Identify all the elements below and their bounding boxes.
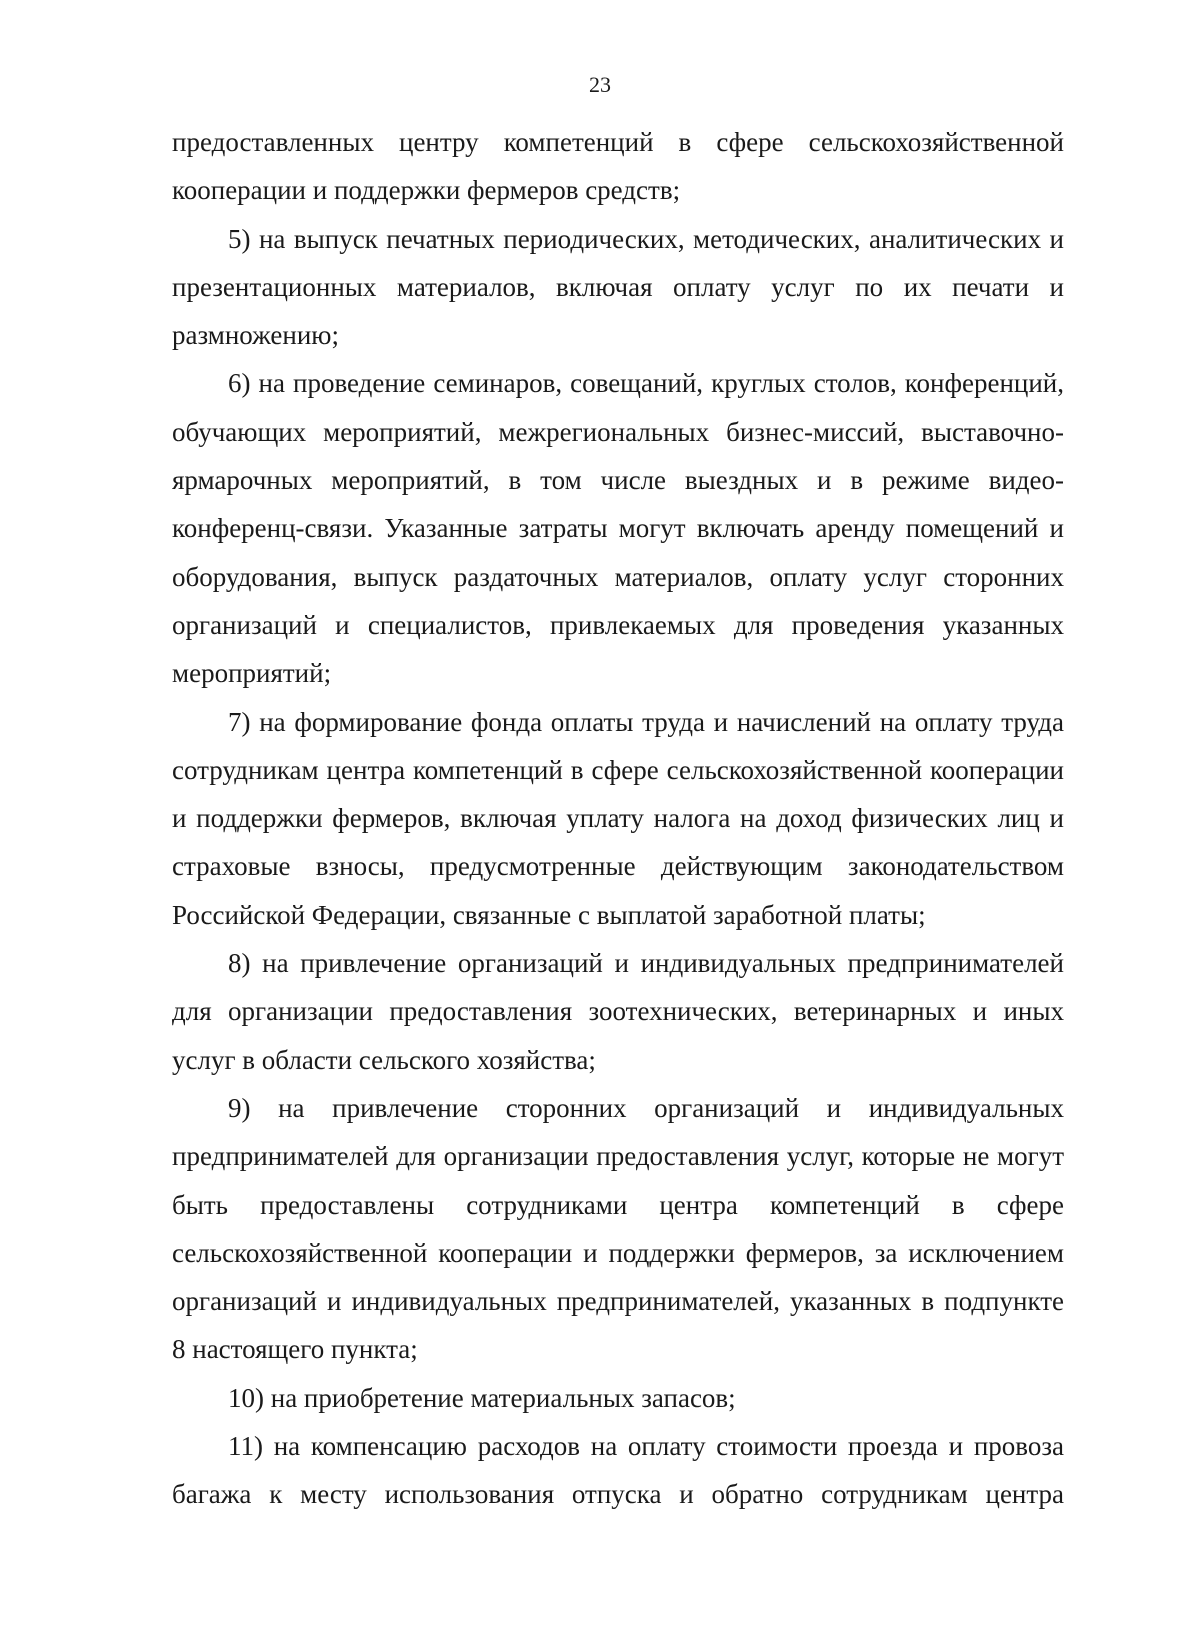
- paragraph-item-10: 10) на приобретение материальных запасов;: [228, 1382, 736, 1413]
- paragraph-item-9: 9) на привлечение сторонних организаций и индивидуальных предпринимателей для организации предоставления услуг, которые не могут быть предоставлены сотрудниками центра компетенций в сфере сельскохозяйственной кооперации и поддержки фермеров, за исключением организаций и индивидуальных предпринимателей, указанных в подпункте 8 настоящего пункта;: [172, 1092, 1064, 1365]
- paragraph-item-6: 6) на проведение семинаров, совещаний, круглых столов, конференций, обучающих мероприятий, межрегиональных бизнес-миссий, выставочно-ярмарочных мероприятий, в том числе выездных и в режиме видео-конференц-связи. Указанные затраты могут включать аренду помещений и оборудования, выпуск раздаточных материалов, оплату услуг сторонних организаций и специалистов, привлекаемых для проведения указанных мероприятий;: [172, 368, 1064, 689]
- paragraph-item-11: 11) на компенсацию расходов на оплату стоимости проезда и провоза багажа к месту использования отпуска и обратно сотрудникам центра: [172, 1431, 1064, 1510]
- paragraph-item-7: 7) на формирование фонда оплаты труда и начислений на оплату труда сотрудникам центра компетенций в сфере сельскохозяйственной кооперации и поддержки фермеров, включая уплату налога на доход физических лиц и страховые взносы, предусмотренные действующим законодательством Российской Федерации, связанные с выплатой заработной платы;: [172, 706, 1064, 930]
- document-body: [172, 118, 1064, 1519]
- page-number: 23: [589, 72, 611, 97]
- paragraph-item-8: 8) на привлечение организаций и индивидуальных предпринимателей для организации предоставления зоотехнических, ветеринарных и иных услуг в области сельского хозяйства;: [172, 948, 1064, 1075]
- paragraph-continuation: предоставленных центру компетенций в сфере сельскохозяйственной кооперации и поддержки фермеров средств;: [172, 127, 1064, 206]
- paragraph-item-5: 5) на выпуск печатных периодических, методических, аналитических и презентационных материалов, включая оплату услуг по их печати и размножению;: [172, 223, 1064, 351]
